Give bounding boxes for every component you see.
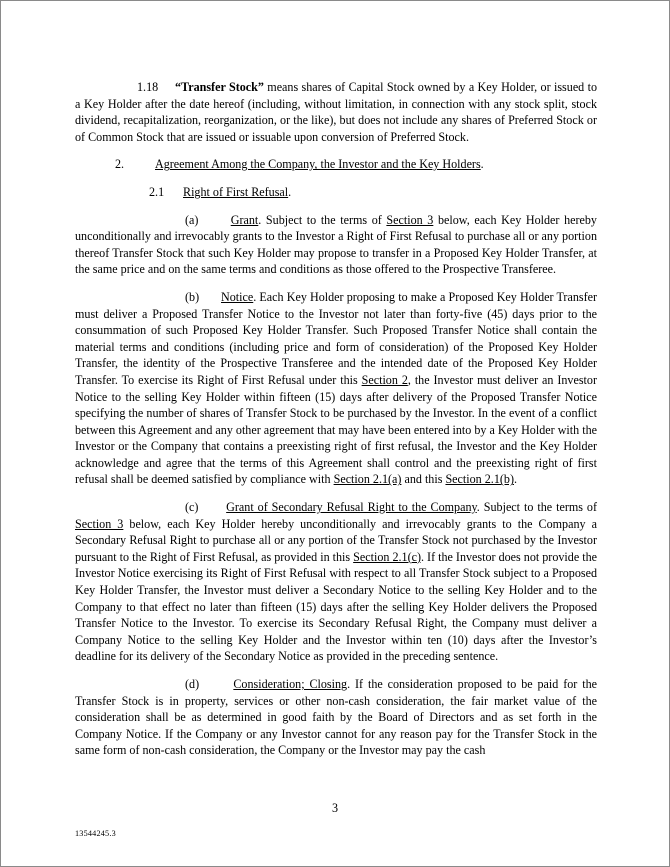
paragraph-2-1-text: Right of First Refusal. xyxy=(183,184,292,199)
paragraph-2-text: Agreement Among the Company, the Investor and the Key Holders. xyxy=(155,157,484,172)
page-number: 3 xyxy=(331,801,339,815)
document-id-footer: 13544245.3 xyxy=(75,829,116,838)
paragraph-2-1-c: (c) Grant of Secondary Refusal Right to the Company. Subject to the terms of Section 3 below, each Key Holder hereby unconditionally and irrevocably grants to the Company a Secondary Refusal Right to purchase all or any portion of the Transfer Stock not purchased by the Investor pursuant to the Right of First Refusal, as provided in this Section 2.1(c). If the Investor does not provide the Investor Notice exercising its Right of First Refusal with respect to all Transfer Stock subject to a Proposed Key Holder Transfer, the Investor must deliver a Secondary Notice to the selling Key Holder and to the Company to that effect no later than fifteen (15) days after the selling Key Holder delivers the Proposed Transfer Notice to the Investor. To exercise its Secondary Refusal Right, the Company must deliver a Company Notice to the selling Key Holder and the Investor within ten (10) days after the Investor’s deadline for its delivery of the Secondary Notice as provided in the preceding sentence. xyxy=(75,500,597,664)
paragraph-number-2-1: 2.1 xyxy=(149,184,165,199)
paragraph-2-1-a: (a) Grant. Subject to the terms of Section 3 below, each Key Holder hereby unconditionally and irrevocably grants to the Investor a Right of First Refusal to purchase all or any portion thereof Transfer Stock that such Key Holder may propose to transfer in a Proposed Key Holder Transfer, at the same price and on the same terms and conditions as those offered to the Prospective Transferee. xyxy=(75,212,597,277)
paragraph-2-1-b: (b) Notice. Each Key Holder proposing to make a Proposed Key Holder Transfer must deliver a Proposed Transfer Notice to the Investor not later than forty-five (45) days prior to the consummation of such Proposed Key Holder Transfer. Such Proposed Transfer Notice shall contain the material terms and conditions (including price and form of consideration) of the Proposed Key Holder Transfer, the identity of the Prospective Transferee and the intended date of the Proposed Key Holder Transfer. To exercise its Right of First Refusal under this Section 2, the Investor must deliver an Investor Notice to the selling Key Holder within fifteen (15) days after delivery of the Proposed Transfer Notice specifying the number of shares of Transfer Stock to be purchased by the Investor. In the event of a conflict between this Agreement and any other agreement that may have been entered into by a Key Holder with the Investor or the Company that contains a preexisting right of first refusal, the Investor and the Key Holder acknowledge and agree that the terms of this Agreement shall control and the preexisting right of first refusal shall be deemed satisfied by compliance with Section 2.1(a) and this Section 2.1(b). xyxy=(75,289,597,487)
paragraph-2-1-d: (d) Consideration; Closing. If the consideration proposed to be paid for the Transfer Stock is in property, services or other non-cash consideration, the fair market value of the consideration shall be as determined in good faith by the Board of Directors and as set forth in the Company Notice. If the Company or any Investor cannot for any reason pay for the Transfer Stock in the same form of non-cash consideration, the Company or the Investor may pay the cash xyxy=(75,677,597,758)
paragraph-2-1 xyxy=(149,184,597,201)
document-body xyxy=(75,79,597,770)
paragraph-2 xyxy=(115,156,597,173)
paragraph-number-2: 2. xyxy=(115,157,125,172)
paragraph-1-18: 1.18 “Transfer Stock” means shares of Capital Stock owned by a Key Holder, or issued to a Key Holder after the date hereof (including, without limitation, in connection with any stock split, stock dividend, recapitalization, reorganization, or the like), but does not include any shares of Preferred Stock or of Common Stock that are issued or issuable upon conversion of Preferred Stock. xyxy=(75,80,597,144)
